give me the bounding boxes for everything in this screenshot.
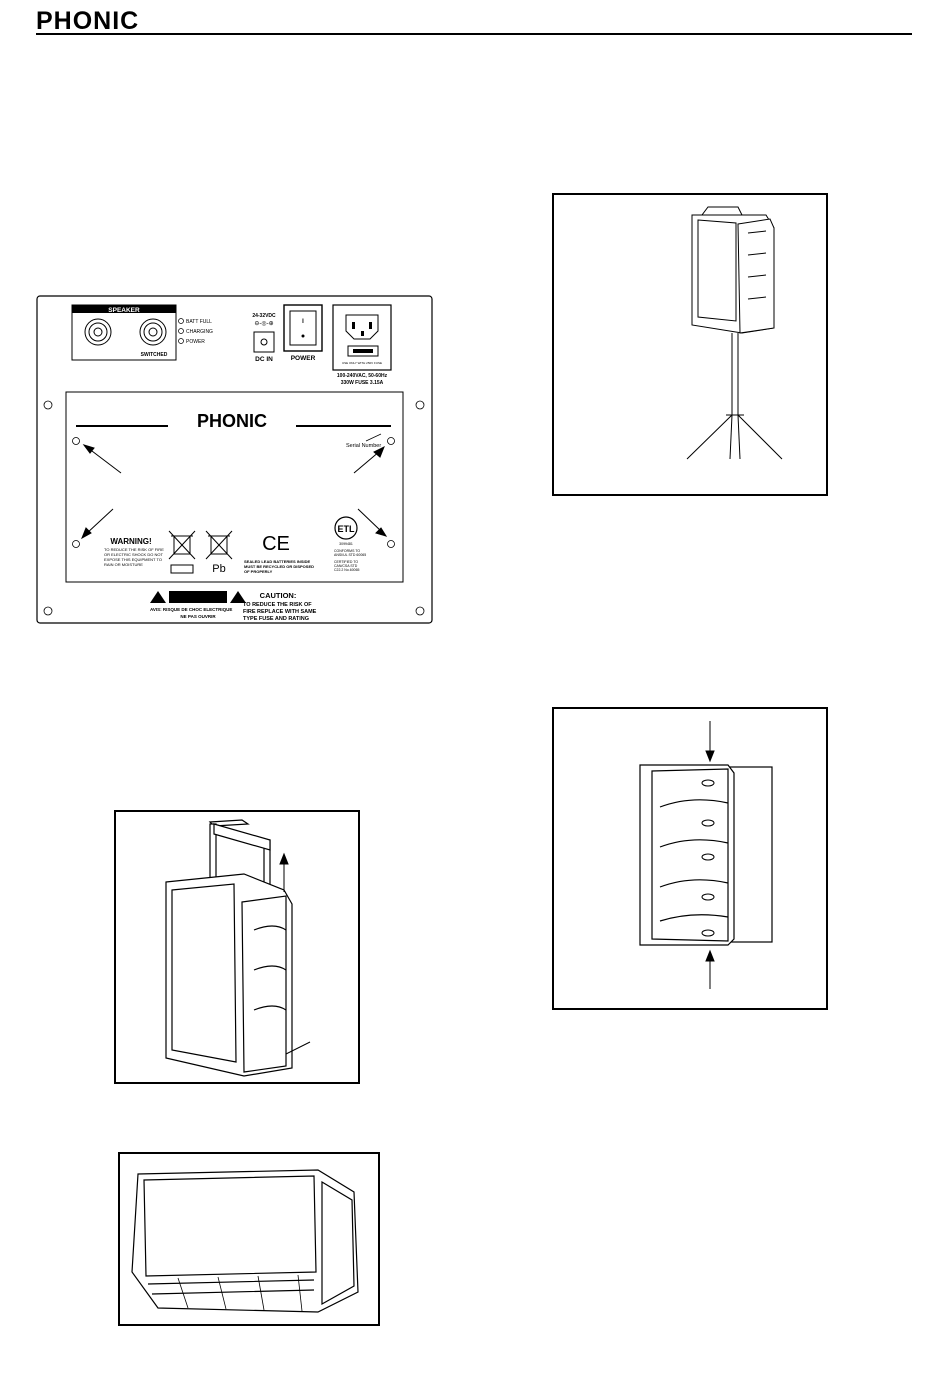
caution-black-bar <box>169 591 227 603</box>
header-rule <box>36 33 912 35</box>
caution-line-2: FIRE REPLACE WITH SAME <box>243 609 317 615</box>
power-switch-mark: I <box>302 319 304 325</box>
warning-line-1: TO REDUCE THE RISK OF FIRE <box>104 547 164 552</box>
speaker-cabinet-trolley <box>166 874 292 1076</box>
led-label-power: POWER <box>186 339 205 345</box>
warning-line-4: RAIN OR MOISTURE <box>104 562 143 567</box>
pb-label: Pb <box>212 563 226 575</box>
speaker-cabinet <box>692 207 774 333</box>
etl-mark-text: ETL <box>337 524 355 534</box>
led-label-batt-full: BATT FULL <box>186 319 212 325</box>
power-switch-rocker <box>290 311 316 345</box>
dc-in-label: DC IN <box>255 356 273 363</box>
warning-title: WARNING! <box>110 537 152 546</box>
caution-line-1: TO REDUCE THE RISK OF <box>243 602 312 608</box>
avis-line-1: AVIS: RISQUE DE CHOC ELECTRIQUE <box>150 607 233 612</box>
phonic-logo <box>36 8 182 32</box>
caution-title: CAUTION: <box>259 591 297 600</box>
iec-pin-ground <box>361 331 364 336</box>
conform-line-4: CAN/CSA STD <box>334 564 358 568</box>
fuse-note: USE ONLY WITH 250V FUSE <box>341 361 383 365</box>
fuse-drawer-slot <box>353 349 373 353</box>
avis-line-2: NE PAS OUVRIR <box>180 614 216 619</box>
battery-line-3: OF PROPERLY <box>244 569 273 574</box>
conform-line-1: CONFORMS TO <box>334 549 361 553</box>
led-label-charging: CHARGING <box>186 329 213 335</box>
wall-mount-figure <box>552 707 828 1010</box>
rear-panel-figure <box>36 295 434 625</box>
conform-line-5: C22.2 No.60065 <box>334 568 360 572</box>
plate-brand: PHONIC <box>196 411 268 431</box>
ac-rating-line1: 100-240VAC, 50-60Hz <box>336 373 388 379</box>
speaker-on-stand-figure <box>552 193 828 496</box>
ac-rating-line2: 330W FUSE 3.15A <box>340 380 384 386</box>
weee-bar-icon <box>171 565 193 573</box>
dc-polarity-icon: ⊖-◎-⊕ <box>254 321 274 327</box>
dc-voltage-label: 24-32VDC <box>252 313 276 319</box>
ce-mark: CE <box>262 533 290 555</box>
speaker-title: SPEAKER <box>108 307 140 314</box>
figure-frame <box>553 194 827 495</box>
etl-code: 3099481 <box>339 542 353 546</box>
switched-label: SWITCHED <box>140 352 168 358</box>
brand-logo-text: PHONIC <box>36 8 140 32</box>
floor-monitor-figure <box>118 1152 380 1326</box>
power-label: POWER <box>290 355 316 362</box>
trolley-handle-figure <box>114 810 360 1084</box>
speaker-tilted <box>132 1170 358 1312</box>
caution-line-3: TYPE FUSE AND RATING <box>243 616 310 622</box>
dc-in-jack <box>254 332 274 352</box>
battery-line-1: SEALED LEAD BATTERIES INSIDE <box>244 559 311 564</box>
iec-pin-right <box>369 322 372 329</box>
warning-line-2: OR ELECTRIC SHOCK DO NOT <box>104 552 163 557</box>
iec-pin-left <box>352 322 355 329</box>
conform-line-2: ANSI/UL STD 60065 <box>334 553 367 557</box>
serial-number-label: Serial Number <box>346 443 382 449</box>
power-switch-dot <box>302 335 305 338</box>
battery-line-2: MUST BE RECYCLED OR DISPOSED <box>244 564 315 569</box>
speaker-side-view <box>640 765 734 945</box>
conform-line-3: CERTIFIED TO <box>334 560 359 564</box>
warning-line-3: EXPOSE THIS EQUIPMENT TO <box>104 557 162 562</box>
